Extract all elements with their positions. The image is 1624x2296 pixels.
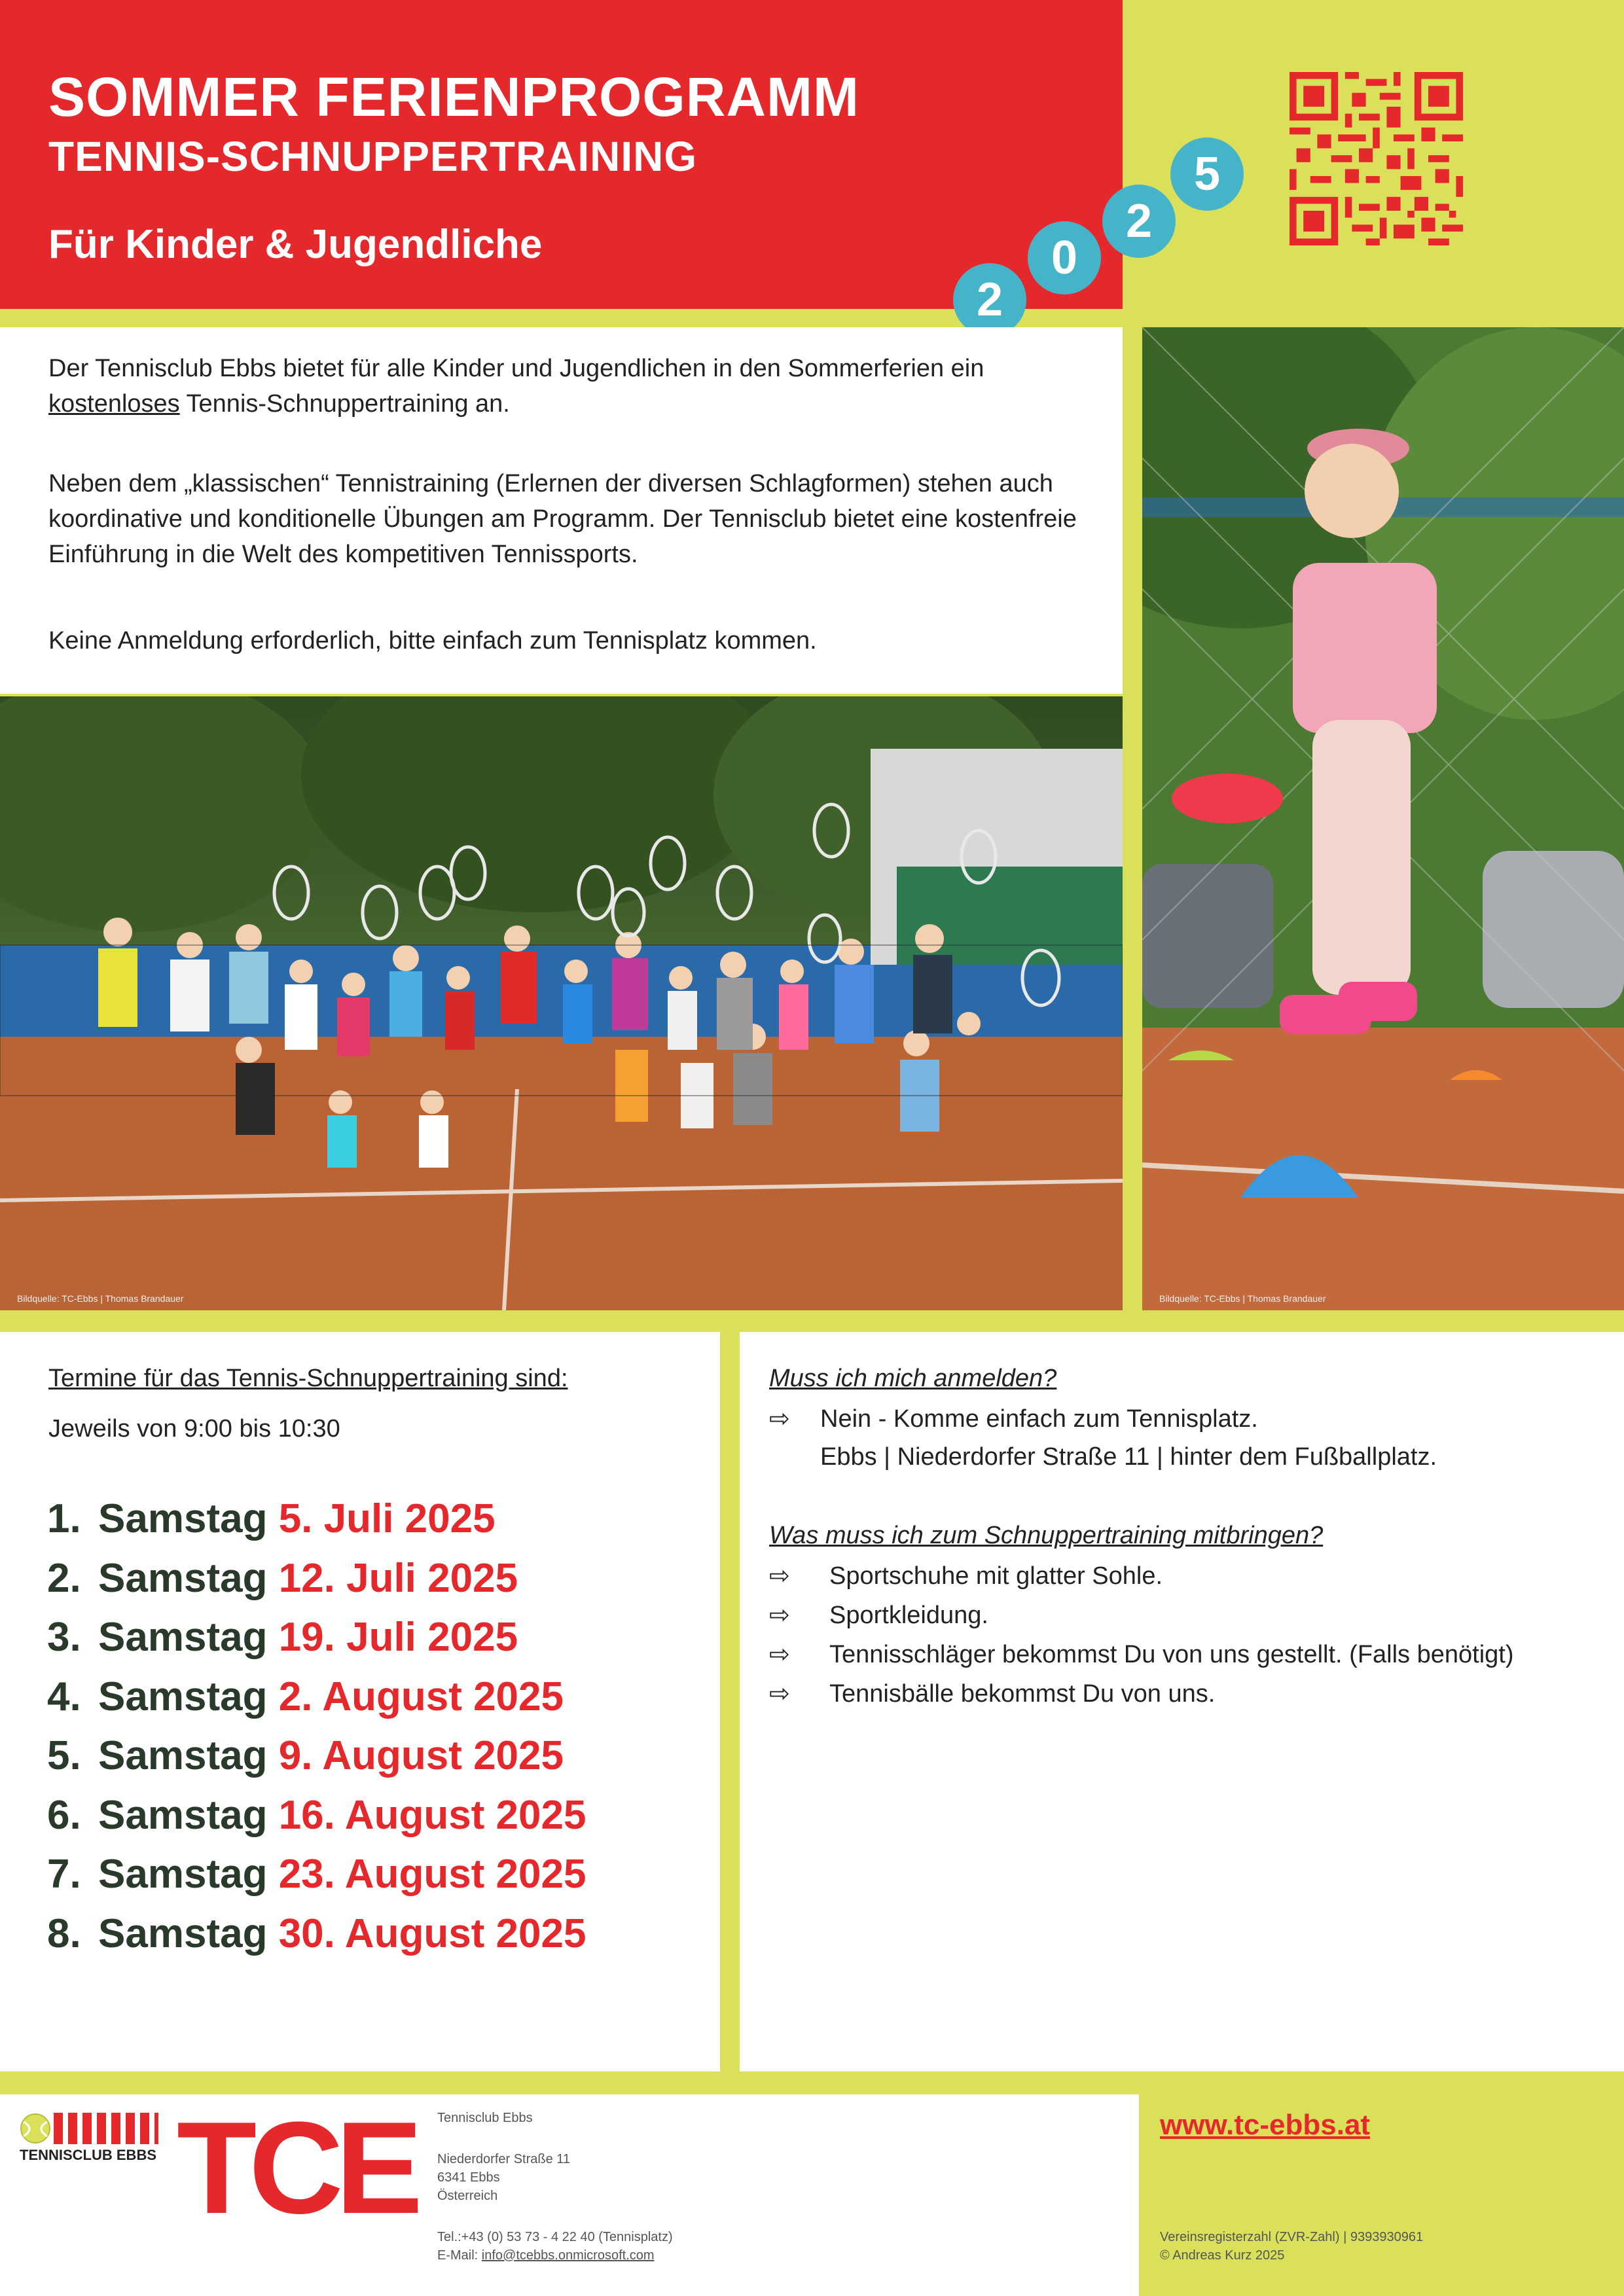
logo-stripes [54,2113,158,2144]
faq-answer-location: Ebbs | Niederdorfer Straße 11 | hinter dem Fußballplatz. [820,1443,1437,1471]
session-day: Samstag [98,1792,268,1838]
intro-paragraph-1 [48,351,1096,422]
group-photo-image [0,696,1123,1310]
bring-item-text: Tennisbälle bekommst Du von uns. [829,1680,1216,1708]
bring-item-text: Sportschuhe mit glatter Sohle. [829,1562,1163,1590]
session-date: 23. August 2025 [278,1852,586,1897]
session-date: 12. Juli 2025 [278,1555,518,1601]
answer-line-1: Nein - Komme einfach zum Tennisplatz. [820,1405,1258,1433]
session-day: Samstag [98,1733,268,1778]
session-day: Samstag [98,1496,268,1541]
intro-text-end: Tennis-Schnuppertraining an. [179,390,510,418]
session-number: 1. [47,1496,81,1541]
intro-text: Der Tennisclub Ebbs bietet für alle Kinder und Jugendlichen in den Sommerferien ein [48,355,984,382]
girl-photo-image [1142,327,1624,1310]
email-link[interactable]: info@tcebbs.onmicrosoft.com [481,2248,655,2263]
year-digit-3: 2 [1102,185,1176,258]
phone-number: Tel.:+43 (0) 53 73 - 4 22 40 (Tennisplatz) [437,2230,673,2244]
arrow-right-icon: ⇨ [769,1602,790,1629]
qr-code-icon [1290,72,1463,245]
session-item [47,1614,586,1674]
club-name: Tennisclub Ebbs [437,2111,533,2125]
session-item [47,1732,586,1792]
free-emphasis: kostenloses [48,390,180,418]
session-number: 2. [47,1555,81,1601]
session-item [47,1674,586,1733]
session-number: 5. [47,1733,81,1778]
email-label: E-Mail: [437,2248,478,2263]
club-logo [20,2095,415,2263]
girl-photo-credit: Bildquelle: TC-Ebbs | Thomas Brandauer [1159,1293,1326,1304]
group-photo-credit: Bildquelle: TC-Ebbs | Thomas Brandauer [17,1293,184,1304]
bring-item-text: Tennisschläger bekommst Du von uns gestellt. (Falls benötigt) [829,1641,1514,1668]
session-day: Samstag [98,1852,268,1897]
schedule-time: Jeweils von 9:00 bis 10:30 [48,1415,340,1443]
bring-item [769,1561,1163,1590]
session-date: 2. August 2025 [278,1674,564,1719]
registry-number: Vereinsregisterzahl (ZVR-Zahl) | 9393930961 [1160,2230,1424,2244]
address-country: Österreich [437,2189,498,2203]
session-item [47,1496,586,1555]
session-date: 5. Juli 2025 [278,1496,496,1541]
session-number: 7. [47,1852,81,1897]
logo-wordmark: TCE [177,2095,415,2241]
year-digit-4: 5 [1170,137,1244,211]
intro-section [0,327,1123,694]
session-day: Samstag [98,1910,268,1956]
intro-paragraph-3: Keine Anmeldung erforderlich, bitte einfach zum Tennisplatz kommen. [48,627,817,655]
faq-question-registration: Muss ich mich anmelden? [769,1365,1057,1392]
session-day: Samstag [98,1555,268,1601]
email-row [437,2246,655,2265]
faq-question-bring: Was muss ich zum Schnuppertraining mitbringen? [769,1522,1324,1549]
session-item [47,1851,586,1910]
bring-item [769,1600,988,1630]
address-city: 6341 Ebbs [437,2170,500,2185]
page-subtitle: TENNIS-SCHNUPPERTRAINING [48,133,698,180]
arrow-right-icon: ⇨ [769,1405,790,1433]
website-link[interactable]: www.tc-ebbs.at [1160,2109,1371,2141]
session-date: 16. August 2025 [278,1792,586,1838]
audience-label: Für Kinder & Jugendliche [48,222,543,267]
session-date: 19. Juli 2025 [278,1615,518,1660]
session-date: 9. August 2025 [278,1733,564,1778]
page-title: SOMMER FERIENPROGRAMM [48,66,859,128]
arrow-right-icon: ⇨ [769,1680,790,1708]
session-day: Samstag [98,1674,268,1719]
qr-code[interactable] [1290,72,1463,245]
arrow-right-icon: ⇨ [769,1562,790,1590]
bring-item-text: Sportkleidung. [829,1602,988,1629]
copyright: © Andreas Kurz 2025 [1160,2248,1285,2263]
address-street: Niederdorfer Straße 11 [437,2152,571,2166]
session-number: 6. [47,1792,81,1838]
header-banner [0,0,1123,309]
group-photo [0,696,1123,1310]
session-item [47,1910,586,1970]
logo-caption: TENNISCLUB EBBS [20,2147,157,2163]
schedule-heading: Termine für das Tennis-Schnuppertraining sind: [48,1365,568,1392]
arrow-right-icon: ⇨ [769,1641,790,1668]
intro-paragraph-2: Neben dem „klassischen“ Tennistraining (Erlernen der diversen Schlagformen) stehen auch koordinative und konditionelle Übungen am Programm. Der Tennisclub bietet eine kostenfreie Einführung in die Welt des kompetitiven Tennissports. [48,470,1077,568]
session-number: 3. [47,1615,81,1660]
year-digit-2: 0 [1028,221,1101,295]
tennis-ball-icon [20,2113,51,2144]
session-list [47,1496,586,1969]
session-item [47,1792,586,1852]
year-digit-1: 2 [953,263,1026,336]
session-date: 30. August 2025 [278,1910,586,1956]
girl-photo [1142,327,1624,1310]
bring-item [769,1679,1215,1708]
bring-item [769,1640,1513,1669]
session-item [47,1555,586,1615]
session-day: Samstag [98,1615,268,1660]
faq-answer-registration [769,1404,1258,1433]
session-number: 8. [47,1910,81,1956]
session-number: 4. [47,1674,81,1719]
